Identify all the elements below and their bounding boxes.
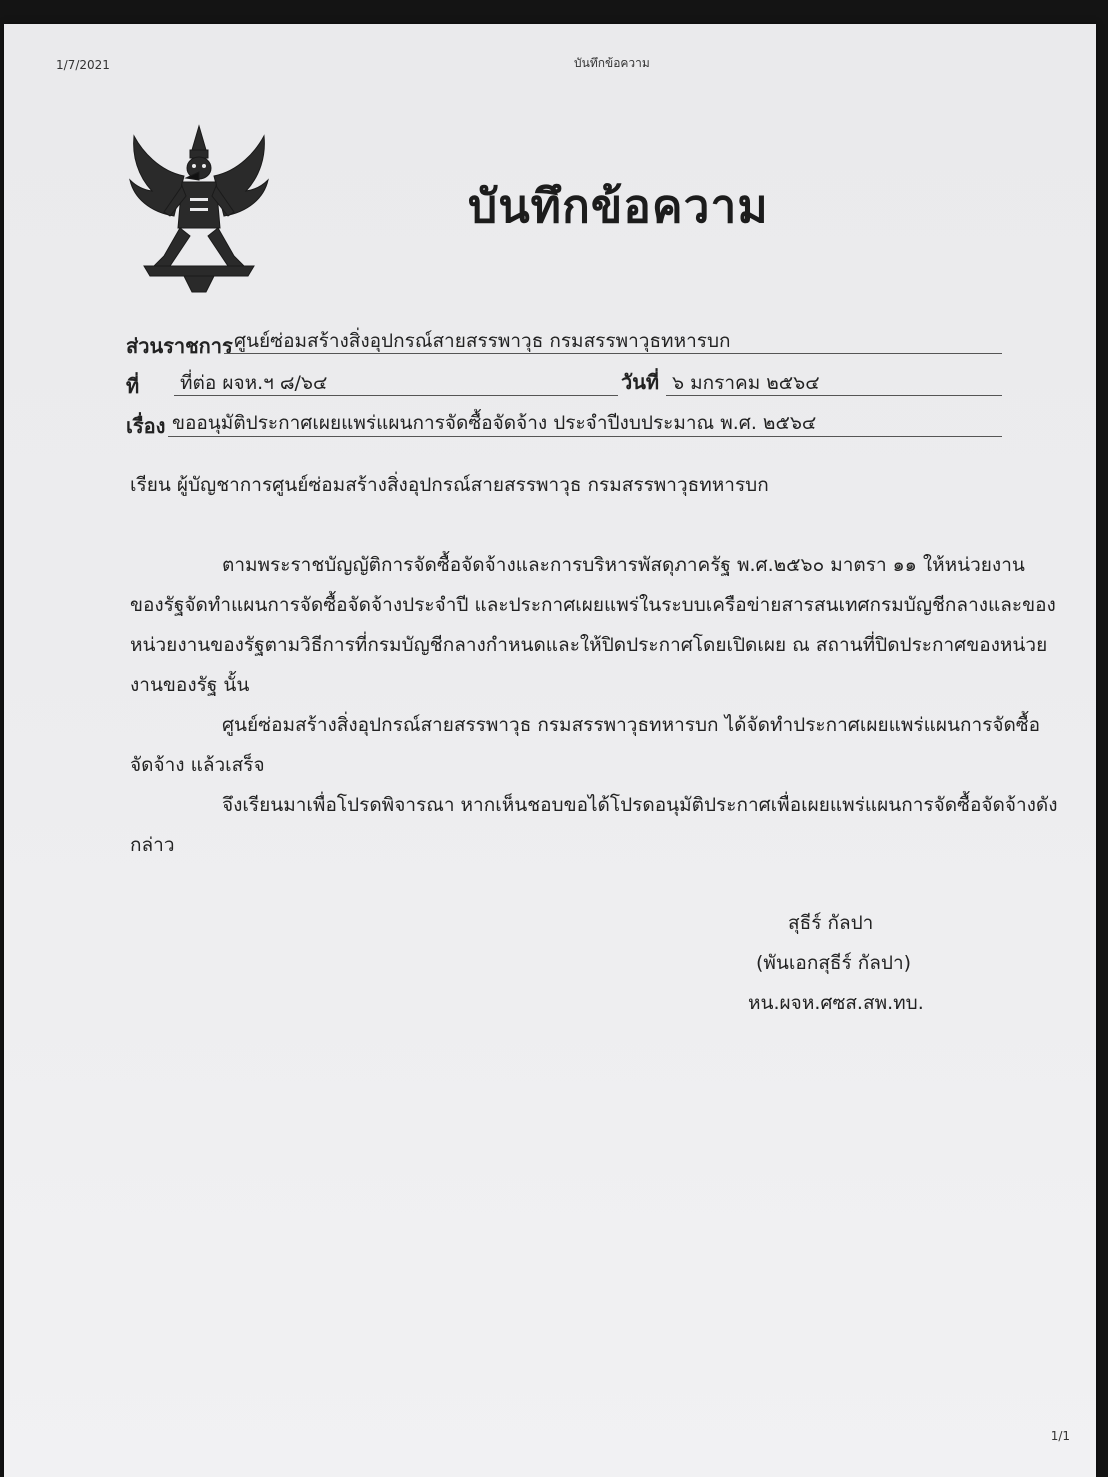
- print-header-title: บันทึกข้อความ: [574, 56, 650, 70]
- subject-label: เรื่อง: [126, 414, 166, 438]
- page-number: 1/1: [1050, 1429, 1070, 1443]
- subject-value: ขออนุมัติประกาศเผยแพร่แผนการจัดซื้อจัดจ้าง ประจำปีงบประมาณ พ.ศ. ๒๕๖๔: [172, 412, 817, 434]
- salutation: เรียน ผู้บัญชาการศูนย์ซ่อมสร้างสิ่งอุปกรณ์สายสรรพาวุธ กรมสรรพาวุธทหารบก: [130, 474, 769, 496]
- print-header-date: 1/7/2021: [56, 58, 110, 72]
- date-label: วันที่: [621, 370, 660, 394]
- department-underline: [224, 353, 1002, 354]
- department-label: ส่วนราชการ: [126, 334, 233, 358]
- department-value: ศูนย์ซ่อมสร้างสิ่งอุปกรณ์สายสรรพาวุธ กรมสรรพาวุธทหารบก: [234, 330, 731, 352]
- date-underline: [666, 395, 1002, 396]
- body-line: ของรัฐจัดทำแผนการจัดซื้อจัดจ้างประจำปี และประกาศเผยแพร่ในระบบเครือข่ายสารสนเทศกรมบัญชีกลางและของ: [130, 594, 1056, 616]
- document-title: บันทึกข้อความ: [468, 179, 769, 233]
- body-line: หน่วยงานของรัฐตามวิธีการที่กรมบัญชีกลางกำหนดและให้ปิดประกาศโดยเปิดเผย ณ สถานที่ปิดประกาศของหน่วย: [130, 634, 1048, 656]
- ref-value: ที่ต่อ ผจห.ฯ ๘/๖๔: [180, 372, 328, 394]
- signature-position: หน.ผจห.ศซส.สพ.ทบ.: [748, 992, 924, 1014]
- ref-underline: [174, 395, 618, 396]
- signature-name: สุธีร์ กัลปา: [788, 912, 874, 934]
- body-line: ตามพระราชบัญญัติการจัดซื้อจัดจ้างและการบริหารพัสดุภาครัฐ พ.ศ.๒๕๖๐ มาตรา ๑๑ ให้หน่วยงาน: [222, 554, 1025, 576]
- garuda-emblem-icon: [124, 116, 274, 296]
- signature-full-name: (พันเอกสุธีร์ กัลปา): [756, 952, 912, 974]
- body-line: จัดจ้าง แล้วเสร็จ: [130, 754, 265, 776]
- ref-label: ที่: [126, 374, 140, 398]
- body-line: ศูนย์ซ่อมสร้างสิ่งอุปกรณ์สายสรรพาวุธ กรมสรรพาวุธทหารบก ได้จัดทำประกาศเผยแพร่แผนการจัดซื้อ: [222, 714, 1041, 736]
- memo-page: [4, 24, 1096, 1477]
- date-value: ๖ มกราคม ๒๕๖๔: [672, 372, 820, 394]
- body-line: งานของรัฐ นั้น: [130, 674, 250, 696]
- body-line: จึงเรียนมาเพื่อโปรดพิจารณา หากเห็นชอบขอได้โปรดอนุมัติประกาศเพื่อเผยแพร่แผนการจัดซื้อจัดจ้างดัง: [222, 794, 1058, 816]
- subject-underline: [168, 436, 1002, 437]
- body-line: กล่าว: [130, 834, 175, 856]
